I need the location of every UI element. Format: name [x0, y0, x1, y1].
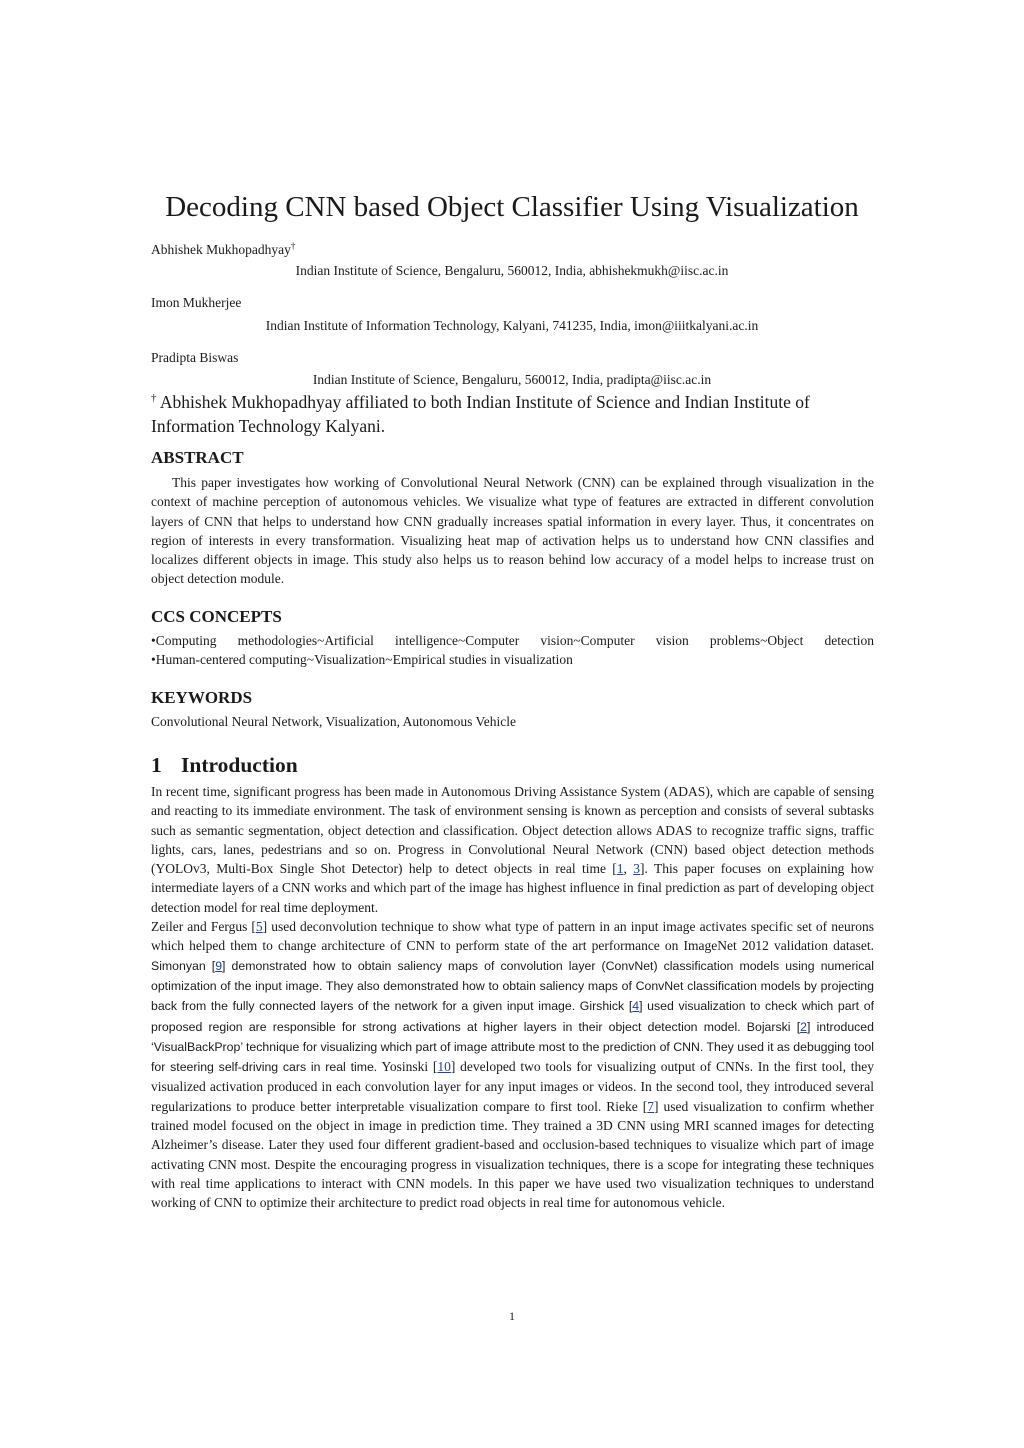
author-affiliation-3: Indian Institute of Science, Bengaluru, 560012, India, pradipta@iisc.ac.in: [312, 372, 712, 387]
paper-title: Decoding CNN based Object Classifier Using Visualization: [165, 191, 859, 223]
affiliation-footnote: † Abhishek Mukhopadhyay affiliated to both Indian Institute of Science and Indian Institute of Information Technology Kalyani.: [151, 392, 810, 436]
dagger-mark: †: [151, 392, 157, 404]
ccs-concept-item: •Computing methodologies~Artificial intelligence~Computer vision~Computer vision problems~Object detection: [151, 633, 874, 648]
ccs-concept-item: •Human-centered computing~Visualization~Empirical studies in visualization: [151, 652, 573, 668]
author-affiliation-1: Indian Institute of Science, Bengaluru, 560012, India, abhishekmukh@iisc.ac.in: [295, 263, 729, 278]
citation-link[interactable]: 10: [437, 1059, 451, 1075]
page-number: 1: [509, 1309, 515, 1323]
intro-paragraph-1: In recent time, significant progress has been made in Autonomous Driving Assistance System (ADAS), which are capable of sensing and reacting to its immediate environment. The task of environment sensing is known as perception and consists of several subtasks such as semantic segmentation, object detection and classification. Object detection allows ADAS to recognize traffic signs, traffic lights, cars, lanes, pedestrians and so on. Progress in Convolutional Neural Network (CNN) based object detection methods (YOLOv3, Multi-Box Single Shot Detector) help to detect objects in real time [1, 3]. This paper focuses on explaining how intermediate layers of a CNN works and which part of the image has highest influence in final prediction as part of developing object detection model for real time deployment.: [151, 784, 874, 915]
author-affiliation-2: Indian Institute of Information Technology, Kalyani, 741235, India, imon@iiitkalyani.ac.in: [265, 318, 759, 333]
citation-link[interactable]: 3: [633, 861, 641, 877]
author-name-3: Pradipta Biswas: [151, 350, 239, 365]
sans-serif-passage: Simonyan [9] demonstrated how to obtain saliency maps of convolution layer (ConvNet) classification models using numerical optimization of the input image. They also demonstrated how to obtain saliency maps of ConvNet classification models by projecting back from the fully connected layers of the network for a given input image. Girshick [4] used visualization to check which part of proposed region are responsible for strong activations at higher layers in their object detection model. Bojarski [2] introduced ‘VisualBackProp’ technique for visualizing which part of image attribute most to the prediction of CNN. They used it as debugging tool for steering self-driving cars in real time.: [151, 958, 875, 1075]
citation-link[interactable]: 9: [215, 958, 223, 973]
section-title: Introduction: [181, 753, 298, 777]
author-name-1: Abhishek Mukhopadhyay†: [151, 241, 296, 257]
citation-link[interactable]: 2: [800, 1019, 807, 1034]
dagger-mark: †: [290, 241, 296, 251]
abstract-text: This paper investigates how working of Convolutional Neural Network (CNN) can be explained through visualization in the context of machine perception of autonomous vehicles. We visualize what type of features are extracted in different convolution layers of CNN that helps to understand how CNN gradually increases spatial information in every layer. Thus, it concentrates on region of interests in every transformation. Visualizing heat map of activation helps us to understand how CNN classifies and localizes different objects in image. This study also helps us to reason behind low accuracy of a model helps to increase trust on object detection module.: [151, 475, 874, 587]
keywords-heading: KEYWORDS: [151, 688, 253, 707]
citation-link[interactable]: 1: [616, 861, 624, 877]
intro-paragraph-2: Zeiler and Fergus [5] used deconvolution technique to show what type of pattern in an input image activates specific set of neurons which helped them to change architecture of CNN to perform state of the art performance on ImageNet 2012 validation dataset. Simonyan [9] demonstrated how to obtain saliency maps of convolution layer (ConvNet) classification models using numerical optimization of the input image. They also demonstrated how to obtain saliency maps of ConvNet classification models by projecting back from the fully connected layers of the network for a given input image. Girshick [4] used visualization to check which part of proposed region are responsible for strong activations at higher layers in their object detection model. Bojarski [2] introduced ‘VisualBackProp’ technique for visualizing which part of image attribute most to the prediction of CNN. They used it as debugging tool for steering self-driving cars in real time. Yosinski [10] developed two tools for visualizing output of CNNs. In the first tool, they visualized activation produced in each convolution layer for any input images or videos. In the second tool, they introduced several regularizations to produce better interpretable visualization compare to first tool. Rieke [7] used visualization to confirm whether trained model focused on the object in image in prediction time. They trained a 3D CNN using MRI scanned images for detecting Alzheimer’s disease. Later they used four different gradient-based and occlusion-based techniques to visualize which part of image activating CNN most. Despite the encouraging progress in visualization techniques, there is a scope for integrating these techniques with real time applications to interact with CNN models. In this paper we have used two visualization techniques to understand working of CNN to optimize their architecture to predict road objects in real time for autonomous vehicle.: [151, 919, 875, 1211]
citation-link[interactable]: 4: [632, 999, 640, 1014]
introduction-body: [151, 782, 874, 1213]
author-name-2: Imon Mukherjee: [151, 295, 242, 310]
citation-link[interactable]: 5: [255, 919, 263, 935]
citation-link[interactable]: 7: [647, 1098, 655, 1114]
keywords-text: Convolutional Neural Network, Visualization, Autonomous Vehicle: [151, 714, 517, 729]
section-number: 1: [151, 753, 162, 777]
section-heading-introduction: [151, 752, 298, 778]
ccs-concepts-list: [151, 631, 874, 670]
abstract-heading: ABSTRACT: [151, 448, 244, 467]
ccs-concepts-heading: CCS CONCEPTS: [151, 607, 282, 626]
